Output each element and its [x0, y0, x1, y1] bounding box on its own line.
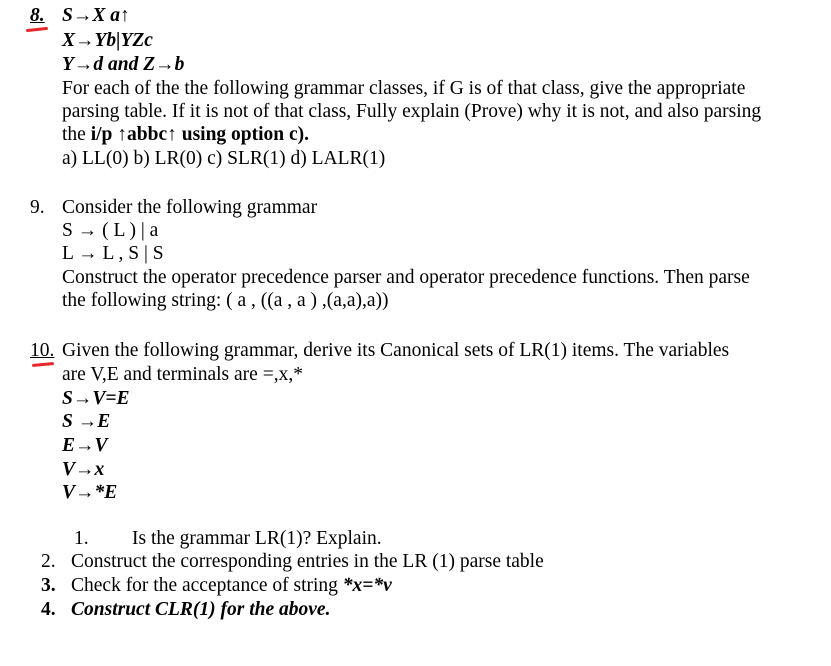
- q9-number: 9.: [30, 197, 45, 218]
- q8-options: a) LL(0) b) LR(0) c) SLR(1) d) LALR(1): [62, 148, 386, 169]
- q10-rule-3: E→V: [62, 435, 108, 456]
- q10-rule-4: V→x: [62, 459, 105, 480]
- q10-rule-1: S→V=E: [62, 388, 130, 409]
- q10-item-3-number: 3.: [41, 575, 56, 596]
- q9-instruction-line-1: Construct the operator precedence parser and operator precedence functions. Then parse: [62, 267, 750, 288]
- q10-rule-5: V→*E: [62, 482, 118, 503]
- q10-item-4-number: 4.: [41, 599, 56, 620]
- q9-rule-1: S → ( L ) | a: [62, 220, 159, 241]
- q10-item-1-number: 1.: [74, 528, 89, 549]
- red-annotation-mark: [26, 27, 48, 32]
- q10-intro-line-2: are V,E and terminals are =,x,*: [62, 364, 303, 385]
- q10-item-3-text: Check for the acceptance of string *x=*v: [71, 575, 392, 596]
- q10-item-2-text: Construct the corresponding entries in the LR (1) parse table: [71, 551, 544, 572]
- q9-intro: Consider the following grammar: [62, 197, 318, 218]
- q8-instruction-line-1: For each of the the following grammar classes, if G is of that class, give the appropriate: [62, 78, 746, 99]
- q10-number: 10.: [30, 340, 55, 361]
- q8-rule-1: S→X a↑: [62, 5, 130, 26]
- q10-intro-line-1: Given the following grammar, derive its Canonical sets of LR(1) items. The variables: [62, 340, 730, 361]
- q8-rule-2: X→Yb|YZc: [62, 30, 153, 51]
- q10-item-1-text: Is the grammar LR(1)? Explain.: [132, 528, 382, 549]
- q8-rule-3: Y→d and Z→b: [62, 54, 185, 75]
- q8-number: 8.: [30, 5, 45, 26]
- q8-instruction-line-3: the i/p ↑abbc↑ using option c).: [62, 124, 310, 145]
- q8-instruction-line-2: parsing table. If it is not of that class, Fully explain (Prove) why it is not, and also parsing: [62, 101, 762, 122]
- q10-item-2-number: 2.: [41, 551, 56, 572]
- red-annotation-mark-2: [32, 362, 54, 367]
- q9-rule-2: L → L , S | S: [62, 243, 164, 264]
- q10-item-4-text: Construct CLR(1) for the above.: [71, 599, 331, 620]
- q10-rule-2: S →E: [62, 411, 111, 432]
- q9-instruction-line-2: the following string: ( a , ((a , a ) ,(a,a),a)): [62, 290, 389, 311]
